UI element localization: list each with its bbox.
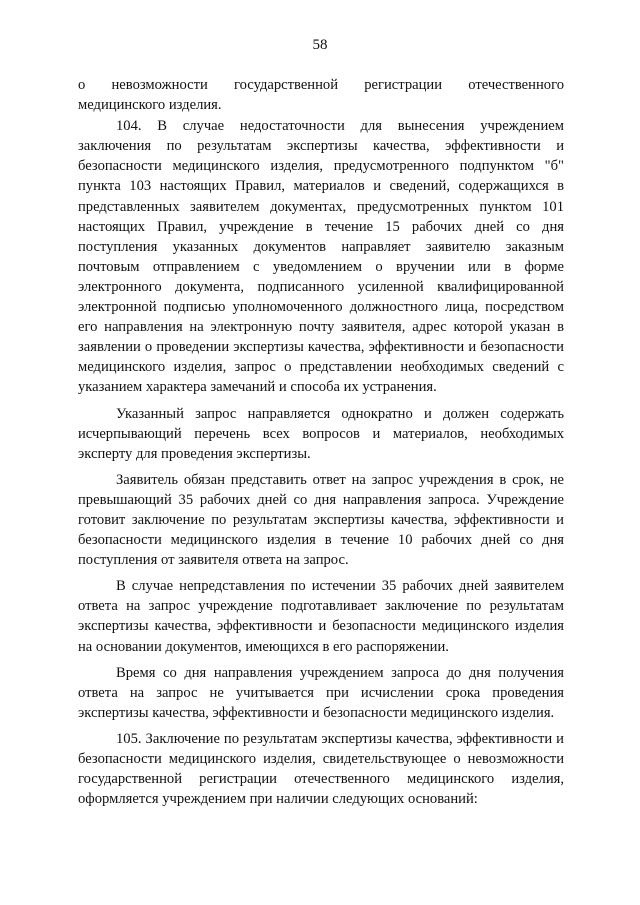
page-number: 58 [312, 37, 328, 53]
paragraph-continuation: о невозможности государственной регистрации отечественного медицинского изделия. [78, 77, 564, 114]
paragraph-request-scope: Указанный запрос направляется однократно и должен содержать исчерпывающий перечень всех вопросов и материалов, необходимых эксперту для проведения экспертизы. [78, 405, 564, 462]
paragraph-no-response: В случае непредставления по истечении 35 рабочих дней заявителем ответа на запрос учреждение подготавливает заключение по результатам экспертизы качества, эффективности и безопасности медицинского изделия на основании документов, имеющихся в его распоряжении. [78, 578, 564, 655]
paragraph-item-105: 105. Заключение по результатам экспертизы качества, эффективности и безопасности медицинского изделия, свидетельствующее о невозможности государственной регистрации отечественного медицинского изделия, оформляется учреждением при наличии следующих оснований: [78, 730, 564, 808]
paragraph-item-104: 104. В случае недостаточности для вынесения учреждением заключения по результатам экспертизы качества, эффективности и безопасности медицинского изделия, предусмотренного подпунктом "б" пункта 103 настоящих Правил, материалов и сведений, содержащихся в представленных заявителем документах, предусмотренных пунктом 101 настоящих Правил, учреждение в течение 15 рабочих дней со дня поступления указанных документов направляет заявителю заказным почтовым отправлением с уведомлением о вручении или в форме электронного документа, подписанного усиленной квалифицированной электронной подписью уполномоченного должностного лица, посредством его направления на электронную почту заявителя, адрес которой указан в заявлении о проведении экспертизы качества, эффективности и безопасности медицинского изделия, запрос о представлении необходимых сведений с указанием характера замечаний и способа их устранения. [78, 118, 564, 396]
document-body [78, 75, 564, 809]
paragraph-time-excluded: Время со дня направления учреждением запроса до дня получения ответа на запрос не учитывается при исчислении срока проведения экспертизы качества, эффективности и безопасности медицинского изделия. [78, 664, 564, 721]
paragraph-applicant-response: Заявитель обязан представить ответ на запрос учреждения в срок, не превышающий 35 рабочих дней со дня направления запроса. Учреждение готовит заключение по результатам экспертизы качества, эффективности и безопасности медицинского изделия в течение 10 рабочих дней со дня поступления от заявителя ответа на запрос. [78, 471, 564, 569]
